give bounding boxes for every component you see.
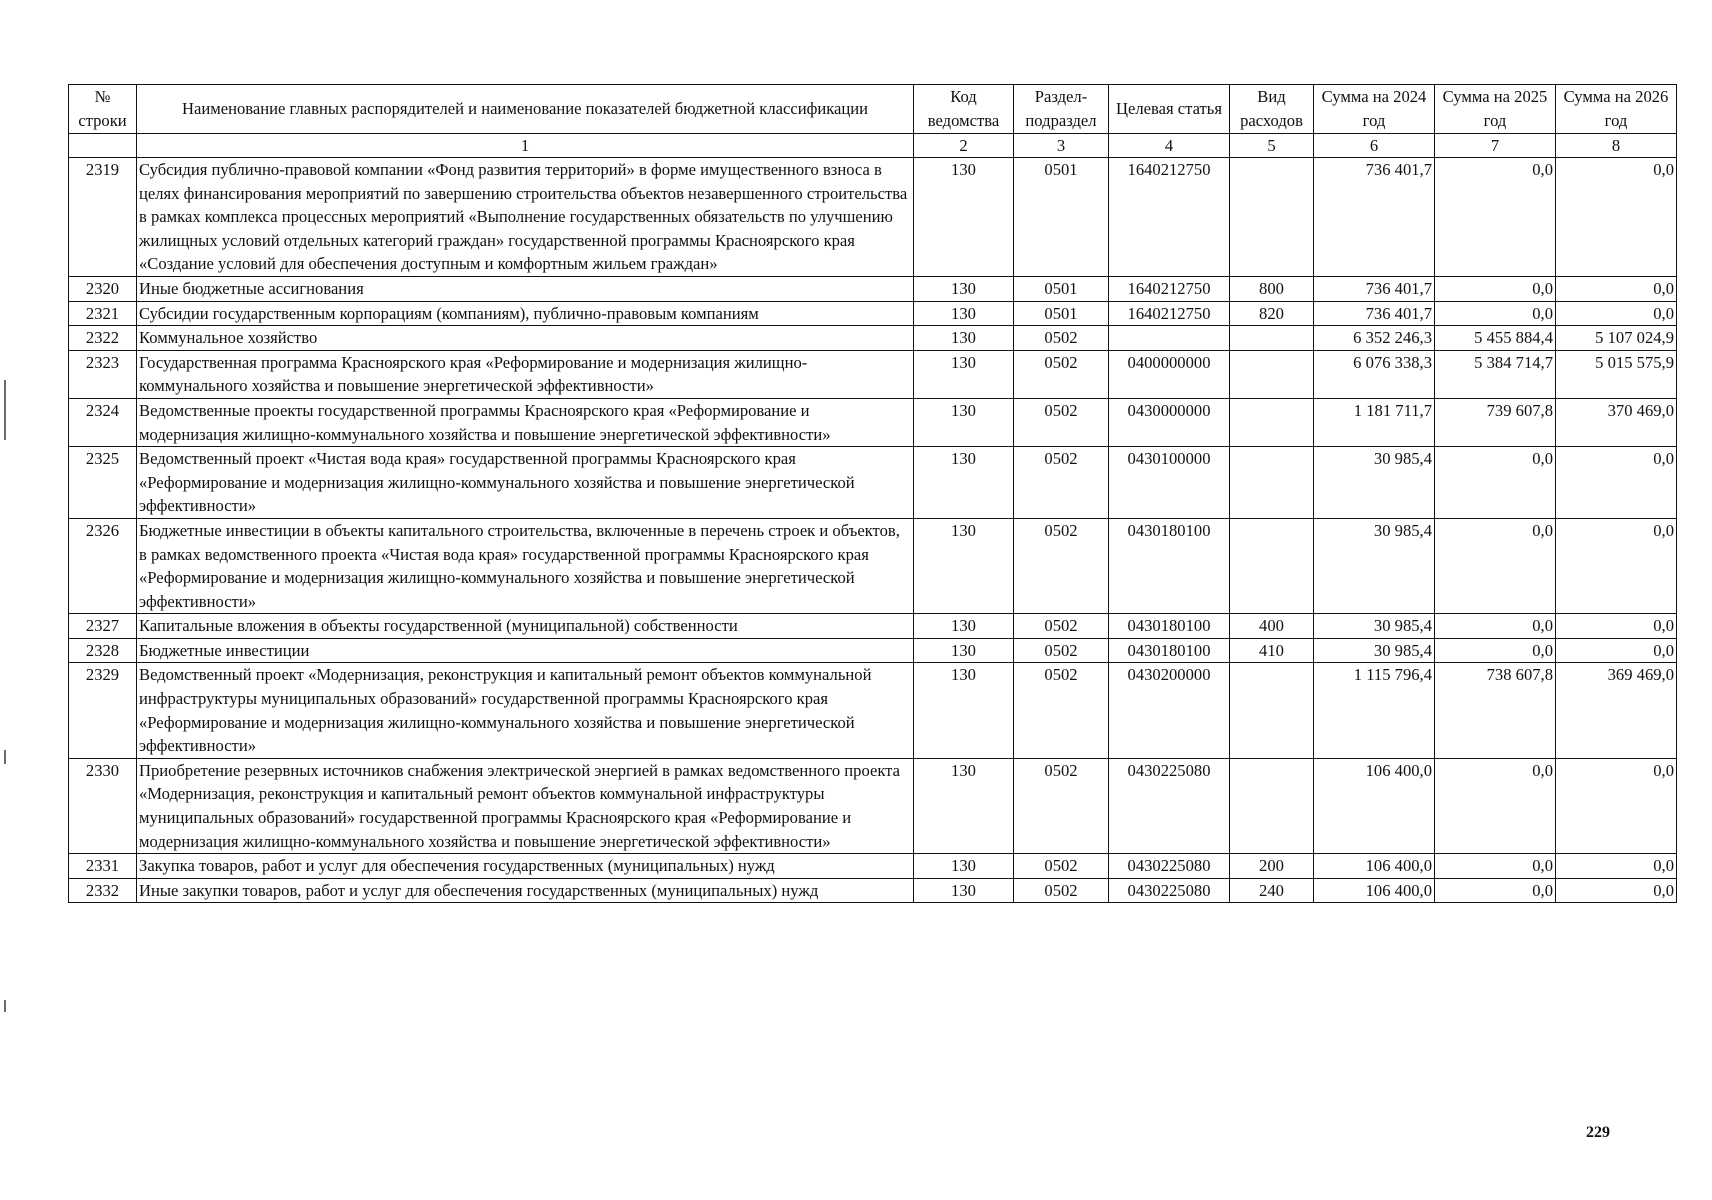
- row-sum-2026: 0,0: [1556, 638, 1677, 663]
- row-sum-2025: 0,0: [1435, 878, 1556, 903]
- row-dept-code: 130: [914, 614, 1014, 639]
- row-target: 1640212750: [1109, 276, 1230, 301]
- column-number: 5: [1230, 134, 1314, 158]
- row-sum-2024: 736 401,7: [1314, 301, 1435, 326]
- row-sum-2024: 6 352 246,3: [1314, 326, 1435, 351]
- row-expense-type: 410: [1230, 638, 1314, 663]
- row-sum-2026: 0,0: [1556, 854, 1677, 879]
- row-name: Бюджетные инвестиции в объекты капитального строительства, включенные в перечень строек и объектов, в рамках ведомственного проекта «Чистая вода края» государственной программы Красноярского края «Реформирование и модернизация жилищно-коммунального хозяйства и повышение энергетической эффективности»: [137, 518, 914, 613]
- row-name: Субсидия публично-правовой компании «Фонд развития территорий» в форме имущественного взноса в целях финансирования мероприятий по завершению строительства объектов незавершенного строительства в рамках комплекса процессных мероприятий «Выполнение государственных обязательств по улучшению жилищных условий отдельных категорий граждан» государственной программы Красноярского края «Создание условий для обеспечения доступным и комфортным жильем граждан»: [137, 158, 914, 277]
- row-sum-2024: 736 401,7: [1314, 276, 1435, 301]
- row-sum-2024: 106 400,0: [1314, 758, 1435, 853]
- row-sum-2025: 0,0: [1435, 758, 1556, 853]
- row-expense-type: [1230, 663, 1314, 758]
- row-section: 0502: [1014, 326, 1109, 351]
- header-sum-2024: Сумма на 2024 год: [1314, 85, 1435, 134]
- row-expense-type: 800: [1230, 276, 1314, 301]
- row-sum-2024: 30 985,4: [1314, 447, 1435, 519]
- row-expense-type: 820: [1230, 301, 1314, 326]
- row-sum-2026: 369 469,0: [1556, 663, 1677, 758]
- row-name: Государственная программа Красноярского края «Реформирование и модернизация жилищно-коммунального хозяйства и повышение энергетической эффективности»: [137, 350, 914, 398]
- row-target: 0430225080: [1109, 878, 1230, 903]
- row-sum-2025: 0,0: [1435, 638, 1556, 663]
- row-section: 0501: [1014, 301, 1109, 326]
- row-number: 2325: [69, 447, 137, 519]
- column-number: 3: [1014, 134, 1109, 158]
- row-sum-2025: 0,0: [1435, 447, 1556, 519]
- scan-mark: [4, 380, 6, 440]
- row-dept-code: 130: [914, 878, 1014, 903]
- column-number: 1: [137, 134, 914, 158]
- row-number: 2322: [69, 326, 137, 351]
- row-number: 2328: [69, 638, 137, 663]
- header-section: Раздел-подраздел: [1014, 85, 1109, 134]
- row-name: Приобретение резервных источников снабжения электрической энергией в рамках ведомственного проекта «Модернизация, реконструкция и капитальный ремонт объектов коммунальной инфраструктуры муниципальных образований» государственной программы Красноярского края «Реформирование и модернизация жилищно-коммунального хозяйства и повышение энергетической эффективности»: [137, 758, 914, 853]
- row-number: 2327: [69, 614, 137, 639]
- row-number: 2326: [69, 518, 137, 613]
- row-section: 0502: [1014, 614, 1109, 639]
- row-sum-2025: 0,0: [1435, 276, 1556, 301]
- header-expense-type: Вид расходов: [1230, 85, 1314, 134]
- row-expense-type: 200: [1230, 854, 1314, 879]
- row-sum-2024: 30 985,4: [1314, 638, 1435, 663]
- row-target: 0430225080: [1109, 854, 1230, 879]
- row-expense-type: 400: [1230, 614, 1314, 639]
- column-number: 6: [1314, 134, 1435, 158]
- row-sum-2026: 0,0: [1556, 158, 1677, 277]
- row-name: Иные бюджетные ассигнования: [137, 276, 914, 301]
- row-number: 2331: [69, 854, 137, 879]
- row-sum-2026: 0,0: [1556, 447, 1677, 519]
- row-number: 2320: [69, 276, 137, 301]
- table-row: [69, 854, 1677, 879]
- row-number: 2319: [69, 158, 137, 277]
- row-sum-2026: 0,0: [1556, 758, 1677, 853]
- row-expense-type: [1230, 447, 1314, 519]
- scan-mark: [4, 1000, 6, 1012]
- row-target: 0430180100: [1109, 518, 1230, 613]
- row-name: Иные закупки товаров, работ и услуг для обеспечения государственных (муниципальных) нужд: [137, 878, 914, 903]
- row-sum-2026: 0,0: [1556, 276, 1677, 301]
- row-sum-2024: 1 115 796,4: [1314, 663, 1435, 758]
- row-number: 2332: [69, 878, 137, 903]
- column-number: 4: [1109, 134, 1230, 158]
- row-number: 2324: [69, 398, 137, 446]
- row-expense-type: [1230, 158, 1314, 277]
- row-target: 0400000000: [1109, 350, 1230, 398]
- row-expense-type: [1230, 326, 1314, 351]
- row-section: 0502: [1014, 447, 1109, 519]
- header-sum-2025: Сумма на 2025 год: [1435, 85, 1556, 134]
- column-number-row: [69, 134, 1677, 158]
- table-row: [69, 878, 1677, 903]
- row-expense-type: [1230, 398, 1314, 446]
- row-name: Ведомственный проект «Модернизация, реконструкция и капитальный ремонт объектов коммунальной инфраструктуры муниципальных образований» государственной программы Красноярского края «Реформирование и модернизация жилищно-коммунального хозяйства и повышение энергетической эффективности»: [137, 663, 914, 758]
- column-number: [69, 134, 137, 158]
- row-expense-type: [1230, 758, 1314, 853]
- row-dept-code: 130: [914, 350, 1014, 398]
- header-name: Наименование главных распорядителей и наименование показателей бюджетной классификации: [137, 85, 914, 134]
- row-number: 2323: [69, 350, 137, 398]
- row-dept-code: 130: [914, 663, 1014, 758]
- row-sum-2024: 1 181 711,7: [1314, 398, 1435, 446]
- budget-table: [68, 84, 1677, 903]
- row-sum-2026: 370 469,0: [1556, 398, 1677, 446]
- row-sum-2024: 30 985,4: [1314, 518, 1435, 613]
- row-sum-2024: 106 400,0: [1314, 854, 1435, 879]
- row-sum-2024: 6 076 338,3: [1314, 350, 1435, 398]
- row-sum-2024: 106 400,0: [1314, 878, 1435, 903]
- row-sum-2026: 0,0: [1556, 614, 1677, 639]
- table-row: [69, 276, 1677, 301]
- row-dept-code: 130: [914, 158, 1014, 277]
- row-dept-code: 130: [914, 326, 1014, 351]
- table-row: [69, 758, 1677, 853]
- row-name: Ведомственные проекты государственной программы Красноярского края «Реформирование и модернизация жилищно-коммунального хозяйства и повышение энергетической эффективности»: [137, 398, 914, 446]
- row-name: Коммунальное хозяйство: [137, 326, 914, 351]
- row-sum-2026: 5 015 575,9: [1556, 350, 1677, 398]
- row-sum-2025: 5 384 714,7: [1435, 350, 1556, 398]
- row-sum-2025: 738 607,8: [1435, 663, 1556, 758]
- row-target: 1640212750: [1109, 301, 1230, 326]
- row-name: Субсидии государственным корпорациям (компаниям), публично-правовым компаниям: [137, 301, 914, 326]
- row-sum-2025: 0,0: [1435, 158, 1556, 277]
- header-dept-code: Код ведомства: [914, 85, 1014, 134]
- row-section: 0502: [1014, 758, 1109, 853]
- row-target: 1640212750: [1109, 158, 1230, 277]
- row-target: 0430180100: [1109, 638, 1230, 663]
- row-section: 0502: [1014, 878, 1109, 903]
- row-sum-2024: 30 985,4: [1314, 614, 1435, 639]
- row-section: 0501: [1014, 158, 1109, 277]
- column-number: 2: [914, 134, 1014, 158]
- row-name: Закупка товаров, работ и услуг для обеспечения государственных (муниципальных) нужд: [137, 854, 914, 879]
- row-section: 0502: [1014, 398, 1109, 446]
- row-dept-code: 130: [914, 276, 1014, 301]
- row-dept-code: 130: [914, 398, 1014, 446]
- page-number: 229: [1586, 1124, 1610, 1141]
- row-expense-type: 240: [1230, 878, 1314, 903]
- row-section: 0502: [1014, 663, 1109, 758]
- row-expense-type: [1230, 350, 1314, 398]
- row-sum-2026: 0,0: [1556, 518, 1677, 613]
- row-sum-2024: 736 401,7: [1314, 158, 1435, 277]
- table-row: [69, 614, 1677, 639]
- table-row: [69, 326, 1677, 351]
- table-row: [69, 518, 1677, 613]
- row-section: 0502: [1014, 638, 1109, 663]
- row-target: 0430200000: [1109, 663, 1230, 758]
- row-target: 0430000000: [1109, 398, 1230, 446]
- row-number: 2330: [69, 758, 137, 853]
- row-name: Бюджетные инвестиции: [137, 638, 914, 663]
- row-dept-code: 130: [914, 758, 1014, 853]
- row-section: 0502: [1014, 854, 1109, 879]
- table-row: [69, 158, 1677, 277]
- row-section: 0502: [1014, 350, 1109, 398]
- row-section: 0501: [1014, 276, 1109, 301]
- row-dept-code: 130: [914, 638, 1014, 663]
- table-row: [69, 350, 1677, 398]
- table-row: [69, 663, 1677, 758]
- row-sum-2026: 0,0: [1556, 301, 1677, 326]
- table-row: [69, 301, 1677, 326]
- row-dept-code: 130: [914, 447, 1014, 519]
- row-sum-2025: 0,0: [1435, 854, 1556, 879]
- row-sum-2025: 5 455 884,4: [1435, 326, 1556, 351]
- row-dept-code: 130: [914, 518, 1014, 613]
- row-sum-2025: 0,0: [1435, 518, 1556, 613]
- table-header-row: [69, 85, 1677, 134]
- row-number: 2321: [69, 301, 137, 326]
- header-sum-2026: Сумма на 2026 год: [1556, 85, 1677, 134]
- row-expense-type: [1230, 518, 1314, 613]
- row-target: 0430100000: [1109, 447, 1230, 519]
- row-sum-2026: 0,0: [1556, 878, 1677, 903]
- header-target: Целевая статья: [1109, 85, 1230, 134]
- table-row: [69, 447, 1677, 519]
- column-number: 7: [1435, 134, 1556, 158]
- row-sum-2025: 0,0: [1435, 614, 1556, 639]
- row-dept-code: 130: [914, 854, 1014, 879]
- header-row-no: № строки: [69, 85, 137, 134]
- row-number: 2329: [69, 663, 137, 758]
- row-target: 0430180100: [1109, 614, 1230, 639]
- row-name: Ведомственный проект «Чистая вода края» государственной программы Красноярского края «Реформирование и модернизация жилищно-коммунального хозяйства и повышение энергетической эффективности»: [137, 447, 914, 519]
- table-row: [69, 398, 1677, 446]
- row-target: 0430225080: [1109, 758, 1230, 853]
- row-sum-2025: 739 607,8: [1435, 398, 1556, 446]
- row-name: Капитальные вложения в объекты государственной (муниципальной) собственности: [137, 614, 914, 639]
- table-row: [69, 638, 1677, 663]
- row-sum-2025: 0,0: [1435, 301, 1556, 326]
- row-sum-2026: 5 107 024,9: [1556, 326, 1677, 351]
- row-target: [1109, 326, 1230, 351]
- row-section: 0502: [1014, 518, 1109, 613]
- row-dept-code: 130: [914, 301, 1014, 326]
- scan-mark: [4, 750, 6, 764]
- column-number: 8: [1556, 134, 1677, 158]
